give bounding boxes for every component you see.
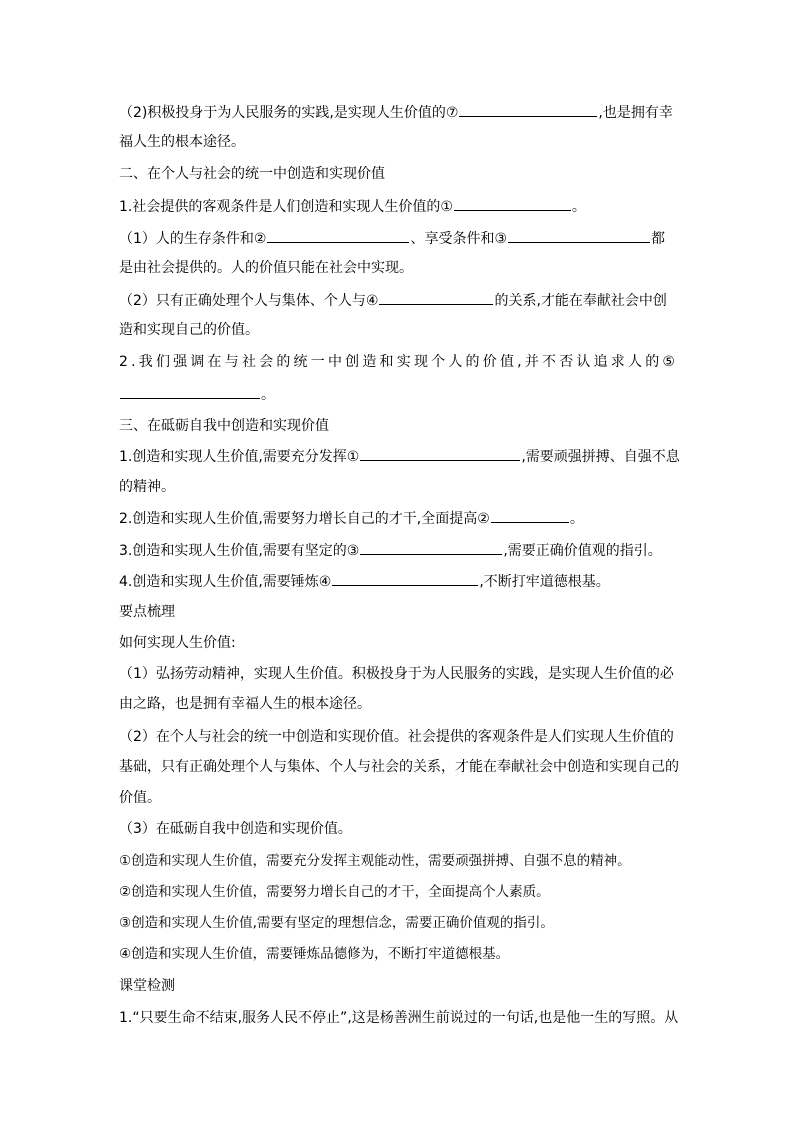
text-line: 价值。 xyxy=(119,790,161,806)
text-line xyxy=(119,571,679,592)
fill-blank-2[interactable] xyxy=(267,228,409,243)
text-line xyxy=(119,384,679,405)
text-line: 的精神。 xyxy=(119,479,175,495)
fill-blank-1b[interactable] xyxy=(360,446,520,461)
fill-blank-4[interactable] xyxy=(379,290,493,305)
text-line: ③创造和实现人生价值,需要有坚定的理想信念，需要正确价值观的指引。 xyxy=(119,915,554,931)
text-line xyxy=(119,228,679,249)
text-line: 2.我们强调在与社会的统一中创造和实现个人的价值,并不否认追求人的⑤ xyxy=(119,354,679,370)
text-line: 基础，只有正确处理个人与集体、个人与社会的关系，才能在奉献社会中创造和实现自己的 xyxy=(119,759,679,775)
text-segment: （1）人的生存条件和② xyxy=(119,231,267,247)
text-line: 造和实现自己的价值。 xyxy=(119,322,259,338)
section-heading: 三、在砥砺自我中创造和实现价值 xyxy=(119,418,329,434)
text-segment: 。 xyxy=(571,199,586,215)
fill-blank-3b[interactable] xyxy=(360,540,502,555)
text-line: ④创造和实现人生价值，需要锤炼品德修为，不断打牢道德根基。 xyxy=(119,946,510,962)
text-line: 如何实现人生价值: xyxy=(119,635,236,651)
text-line xyxy=(119,102,679,123)
section-heading: 要点梳理 xyxy=(119,604,175,620)
text-line: 是由社会提供的。人的价值只能在社会中实现。 xyxy=(119,260,413,276)
text-segment: 4.创造和实现人生价值,需要锤炼④ xyxy=(119,574,332,590)
fill-blank-7[interactable] xyxy=(459,102,597,117)
text-line: 由之路，也是拥有幸福人生的根本途径。 xyxy=(119,696,371,712)
section-heading: 二、在个人与社会的统一中创造和实现价值 xyxy=(119,166,385,182)
text-segment: ,也是拥有幸 xyxy=(598,105,673,121)
text-line: 福人生的根本途径。 xyxy=(119,134,245,150)
text-line xyxy=(119,290,679,311)
text-segment: （2）只有正确处理个人与集体、个人与④ xyxy=(119,293,379,309)
text-segment: 3.创造和实现人生价值,需要有坚定的③ xyxy=(119,543,360,559)
text-line: （3）在砥砺自我中创造和实现价值。 xyxy=(119,821,352,837)
text-segment: ,需要顽强拼搏、自强不息 xyxy=(521,449,680,465)
fill-blank-1[interactable] xyxy=(454,196,571,211)
text-line xyxy=(119,540,679,561)
section-heading: 课堂检测 xyxy=(119,978,175,994)
text-segment: 2.创造和实现人生价值,需要努力增长自己的才干,全面提高② xyxy=(119,511,490,527)
text-line: ②创造和实现人生价值，需要努力增长自己的才干，全面提高个人素质。 xyxy=(119,884,550,900)
fill-blank-4b[interactable] xyxy=(332,571,478,586)
text-segment: 、享受条件和③ xyxy=(410,231,508,247)
text-segment: 都 xyxy=(651,231,666,247)
text-line xyxy=(119,446,679,467)
text-segment: 。 xyxy=(569,511,584,527)
text-segment: （2)积极投身于为人民服务的实践,是实现人生价值的⑦ xyxy=(119,105,459,121)
text-segment: ,不断打牢道德根基。 xyxy=(479,574,610,590)
text-segment: 的关系,才能在奉献社会中创 xyxy=(494,293,667,309)
text-segment: 。 xyxy=(261,387,275,403)
text-line xyxy=(119,508,679,529)
text-line xyxy=(119,196,679,217)
text-segment: 1.创造和实现人生价值,需要充分发挥① xyxy=(119,449,360,465)
fill-blank-3[interactable] xyxy=(508,228,650,243)
text-line: （2）在个人与社会的统一中创造和实现价值。社会提供的客观条件是人们实现人生价值的 xyxy=(119,729,674,745)
text-segment: 1.社会提供的客观条件是人们创造和实现人生价值的① xyxy=(119,199,453,215)
fill-blank-5[interactable] xyxy=(120,384,260,399)
text-line: （1）弘扬劳动精神，实现人生价值。积极投身于为人民服务的实践，是实现人生价值的必 xyxy=(119,666,674,682)
text-segment: ,需要正确价值观的指引。 xyxy=(503,543,662,559)
text-line: 1.“只要生命不结束,服务人民不停止”,这是杨善洲生前说过的一句话,也是他一生的写照。从 xyxy=(119,1010,679,1026)
text-line: ①创造和实现人生价值，需要充分发挥主观能动性，需要顽强拼搏、自强不息的精神。 xyxy=(119,853,631,869)
fill-blank-2b[interactable] xyxy=(491,508,569,523)
